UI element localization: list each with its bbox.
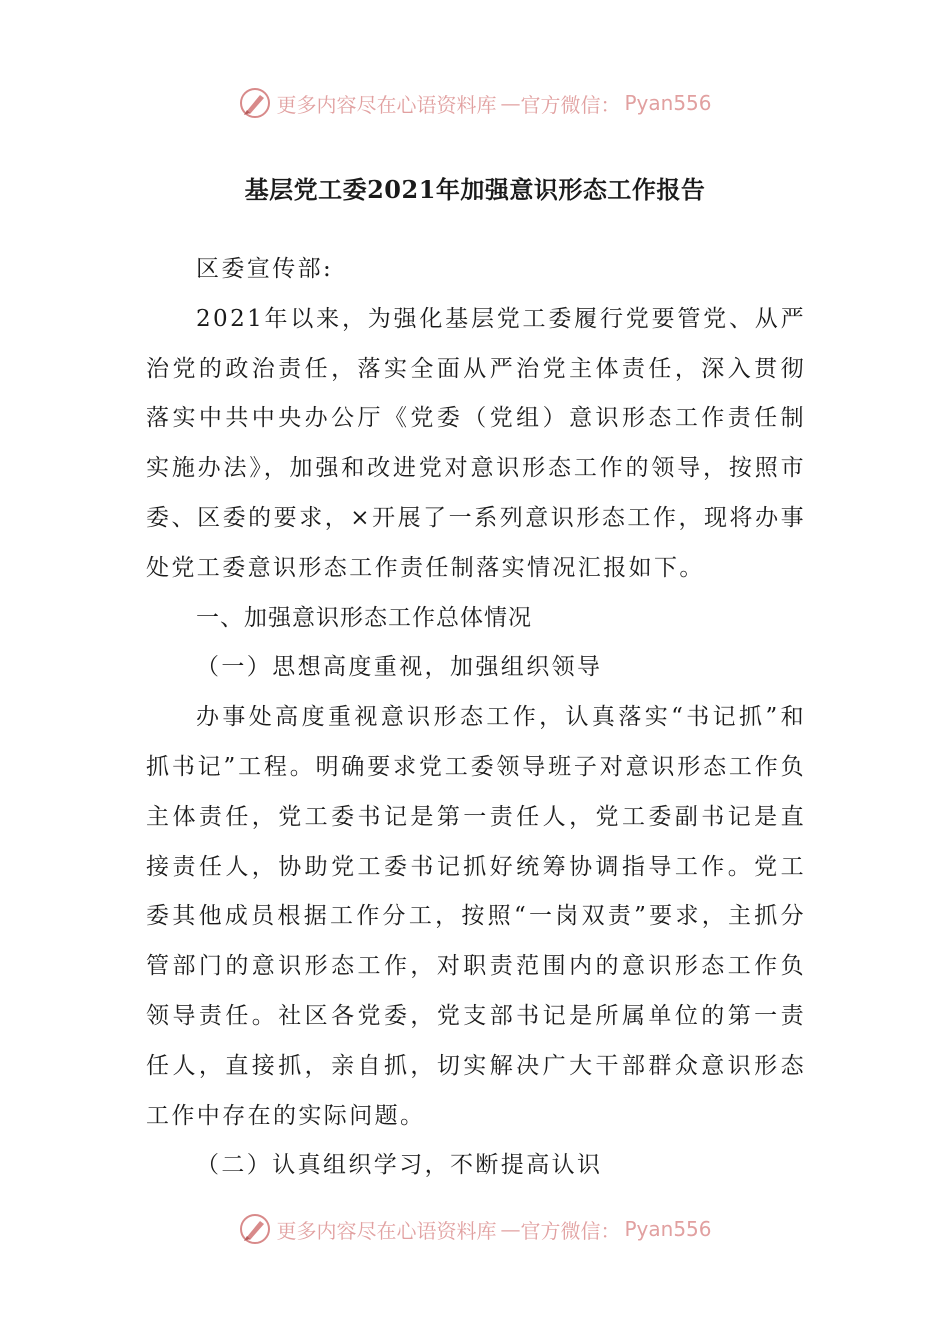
watermark-separator: — bbox=[500, 91, 521, 115]
pen-nib-seal-icon bbox=[238, 86, 272, 120]
pen-nib-seal-icon bbox=[238, 1212, 272, 1246]
watermark-separator: — bbox=[500, 1217, 521, 1241]
subsection-paragraph-1: 办事处高度重视意识形态工作，认真落实“书记抓”和抓书记”工程。明确要求党工委领导班子对意识形态工作负主体责任，党工委书记是第一责任人，党工委副书记是直接责任人，协助党工委书记抓好统筹协调指导工作。党工委其他成员根据工作分工，按照“一岗双责”要求，主抓分管部门的意识形态工作，对职责范围内的意识形态工作负领导责任。社区各党委，党支部书记是所属单位的第一责任人，直接抓，亲自抓，切实解决广大干部群众意识形态工作中存在的实际问题。 bbox=[146, 704, 806, 1129]
document-body bbox=[146, 245, 806, 1191]
watermark-brand: 更多内容尽在心语资料库 bbox=[276, 92, 497, 117]
intro-paragraph: 2021年以来，为强化基层党工委履行党要管党、从严治党的政治责任，落实全面从严治党主体责任，深入贯彻落实中共中央办公厅《党委（党组）意识形态工作责任制实施办法》，加强和改进党对意识形态工作的领导，按照市委、区委的要求，×开展了一系列意识形态工作，现将办事处党工委意识形态工作责任制落实情况汇报如下。 bbox=[146, 305, 806, 581]
watermark-brand: 更多内容尽在心语资料库 bbox=[276, 1218, 497, 1243]
watermark-id: Pyan556 bbox=[624, 91, 712, 115]
watermark-banner-bottom bbox=[0, 1209, 950, 1249]
watermark-banner-top bbox=[0, 83, 950, 123]
watermark-id: Pyan556 bbox=[624, 1217, 712, 1241]
watermark-label: 官方微信： bbox=[520, 1218, 621, 1243]
salutation: 区委宣传部: bbox=[196, 256, 334, 282]
document-title: 基层党工委2021年加强意识形态工作报告 bbox=[244, 175, 706, 204]
section-heading-1: 一、加强意识形态工作总体情况 bbox=[196, 604, 532, 631]
watermark-label: 官方微信： bbox=[520, 92, 621, 117]
subsection-heading-1: （一）思想高度重视，加强组织领导 bbox=[196, 654, 603, 681]
subsection-heading-2: （二）认真组织学习，不断提高认识 bbox=[196, 1152, 603, 1179]
